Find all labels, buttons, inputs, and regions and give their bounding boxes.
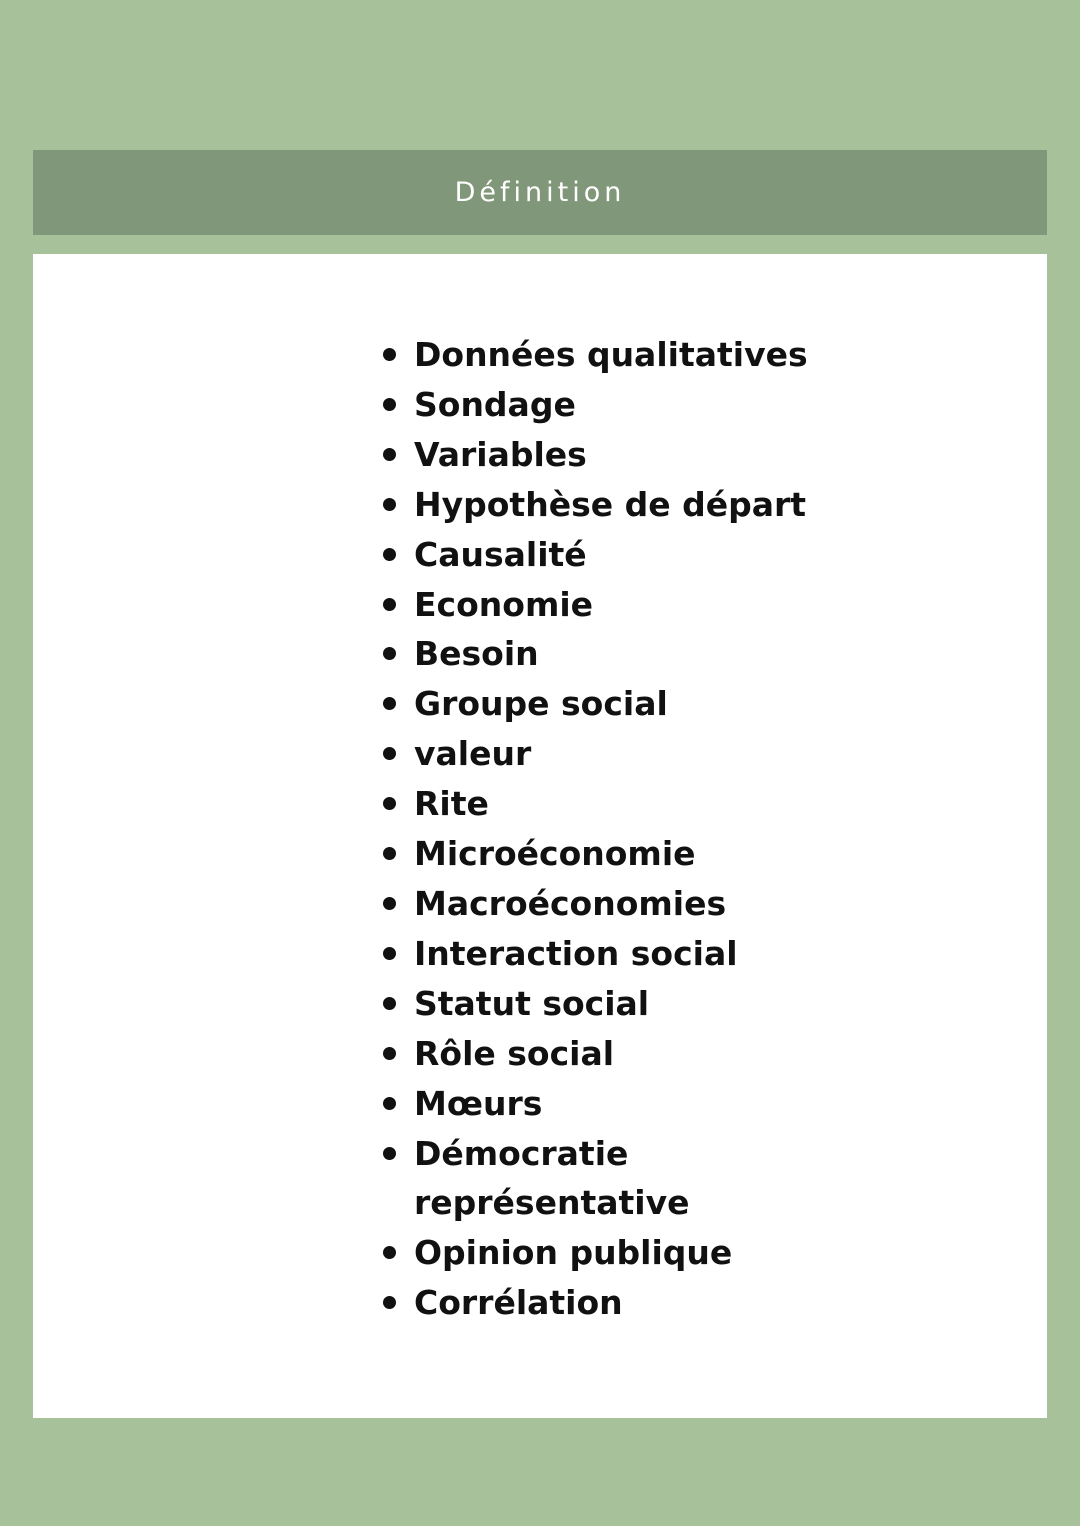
term-label: Hypothèse de départ [414,484,807,524]
bullet-icon [383,348,396,361]
bullet-icon [383,398,396,411]
list-item [380,480,980,530]
bullet-icon [383,947,396,960]
term-list [380,330,980,1328]
bullet-icon [383,697,396,710]
term-label: Macroéconomies [414,883,727,923]
term-label: valeur [414,734,532,774]
bullet-icon [383,647,396,660]
list-item [380,1228,980,1278]
list-item [380,779,980,829]
term-label: Interaction social [414,933,738,973]
bullet-icon [383,997,396,1010]
list-item [380,829,980,879]
list-item [380,629,980,679]
bullet-icon [383,847,396,860]
bullet-icon [383,797,396,810]
bullet-icon [383,598,396,611]
term-label: Sondage [414,384,576,424]
page-title: Définition [454,177,626,208]
list-item [380,330,980,380]
term-label: Démocratie représentative [414,1133,690,1223]
term-label: Causalité [414,534,587,574]
bullet-icon [383,1246,396,1259]
list-item [380,679,980,729]
bullet-icon [383,1147,396,1160]
term-label: Rôle social [414,1033,615,1073]
list-item [380,430,980,480]
list-item [380,1129,704,1229]
term-label: Corrélation [414,1283,623,1323]
term-label: Groupe social [414,684,668,724]
list-item [380,1079,980,1129]
term-label: Statut social [414,983,650,1023]
content-card [33,254,1047,1418]
list-item [380,979,980,1029]
term-label: Economie [414,584,594,624]
bullet-icon [383,448,396,461]
list-item [380,879,980,929]
list-item [380,1278,980,1328]
bullet-icon [383,747,396,760]
term-label: Rite [414,784,489,824]
bullet-icon [383,1097,396,1110]
bullet-icon [383,1296,396,1309]
bullet-icon [383,1047,396,1060]
list-item [380,580,980,630]
header-bar [33,150,1047,235]
bullet-icon [383,548,396,561]
term-label: Données qualitatives [414,335,808,374]
bullet-icon [383,897,396,910]
term-label: Besoin [414,634,539,674]
term-label: Opinion publique [414,1233,733,1273]
term-label: Variables [414,434,587,474]
list-item [380,530,980,580]
list-item [380,1029,980,1079]
term-label: Mœurs [414,1083,543,1123]
bullet-icon [383,498,396,511]
list-item [380,380,980,430]
list-item [380,929,980,979]
term-label: Microéconomie [414,834,696,874]
list-item [380,729,980,779]
